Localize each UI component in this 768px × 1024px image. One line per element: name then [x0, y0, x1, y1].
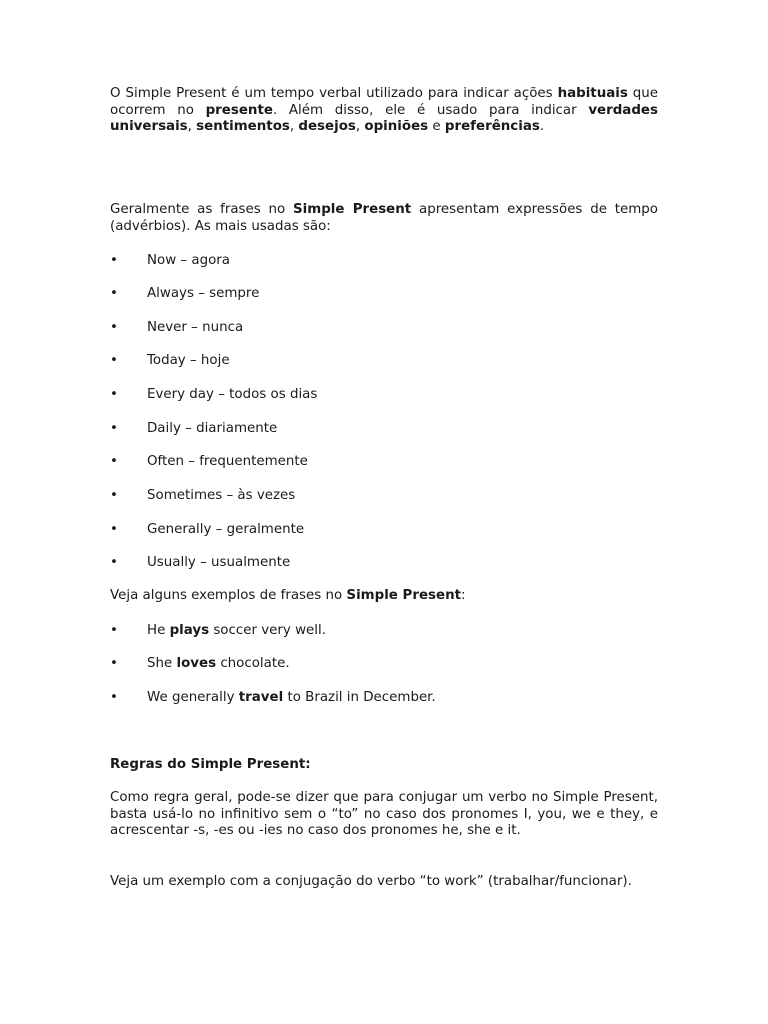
bullet-glyph: •	[110, 353, 118, 368]
example-list-item	[110, 623, 670, 641]
bold-term: preferências	[444, 119, 540, 134]
text-run: Geralmente as frases no	[110, 202, 294, 217]
intro-paragraph	[110, 86, 658, 136]
bold-term: Simple Present	[293, 202, 412, 217]
text-run: apresentam expressões de tempo (advérbios). As mais usadas são:	[110, 202, 658, 234]
rules-heading: Regras do Simple Present:	[110, 757, 311, 772]
bold-verb: travel	[238, 690, 284, 705]
text-run: :	[461, 588, 466, 603]
example-list-item	[110, 690, 670, 708]
text-run: .	[539, 119, 545, 134]
adverb-list-item	[110, 488, 670, 506]
adverb-list-item	[110, 387, 670, 405]
bullet-glyph: •	[110, 690, 118, 705]
example-verb-paragraph: Veja um exemplo com a conjugação do verbo “to work” (trabalhar/funcionar).	[110, 874, 632, 889]
bullet-glyph: •	[110, 623, 118, 638]
adverb-list-item	[110, 286, 670, 304]
text-run: ,	[355, 119, 365, 134]
adverb-text: Generally – geralmente	[147, 522, 305, 537]
bold-term: sentimentos	[196, 119, 290, 134]
adverb-text: Often – frequentemente	[147, 454, 308, 469]
example-list-item	[110, 656, 670, 674]
text-run: e	[428, 119, 445, 134]
bullet-glyph: •	[110, 421, 118, 436]
adverb-text: Today – hoje	[147, 353, 230, 368]
text-run: ,	[289, 119, 299, 134]
text-run: He	[147, 623, 170, 638]
text-run: que ocorrem no	[110, 86, 658, 118]
adverb-text: Daily – diariamente	[147, 421, 278, 436]
bold-term: opiniões	[364, 119, 429, 134]
text-run: . Além disso, ele é usado para indicar	[272, 102, 589, 118]
bullet-glyph: •	[110, 656, 118, 671]
bullet-glyph: •	[110, 454, 118, 469]
adverb-text: Never – nunca	[147, 320, 244, 335]
adverb-text: Usually – usualmente	[147, 555, 291, 570]
adverb-list-item	[110, 320, 670, 338]
bullet-glyph: •	[110, 488, 118, 503]
example-sentence	[147, 690, 436, 707]
bullet-glyph: •	[110, 286, 118, 301]
examples-intro-paragraph	[110, 588, 658, 605]
bold-term: verdades universais	[110, 102, 658, 134]
adverb-text: Always – sempre	[147, 286, 260, 301]
adverb-list-item	[110, 454, 670, 472]
adverb-list-item	[110, 522, 670, 540]
bold-verb: loves	[176, 656, 217, 671]
text-run: to Brazil in December.	[283, 690, 436, 705]
example-sentence	[147, 623, 326, 640]
rules-paragraph: Como regra geral, pode-se dizer que para conjugar um verbo no Simple Present, basta usá-lo no infinitivo sem o “to” no caso dos pronomes I, you, we e they, e acrescentar -s, -es ou -ies no caso dos pronomes he, she e it.	[110, 790, 658, 838]
text-run: Veja alguns exemplos de frases no	[110, 588, 347, 603]
text-run: ,	[187, 119, 197, 134]
bullet-glyph: •	[110, 555, 118, 570]
text-run: chocolate.	[216, 656, 290, 671]
adverb-text: Every day – todos os dias	[147, 387, 318, 402]
bold-term: presente	[205, 102, 273, 118]
bold-term: desejos	[298, 119, 356, 134]
adverb-list-item	[110, 353, 670, 371]
bullet-glyph: •	[110, 320, 118, 335]
adverb-list-item	[110, 555, 670, 573]
bold-term: Simple Present	[346, 588, 462, 603]
bold-verb: plays	[169, 623, 210, 638]
adverb-list-item	[110, 253, 670, 271]
bullet-glyph: •	[110, 253, 118, 268]
text-run: We generally	[147, 690, 239, 705]
adverb-text: Now – agora	[147, 253, 230, 268]
bullet-glyph: •	[110, 387, 118, 402]
bullet-glyph: •	[110, 522, 118, 537]
text-run: soccer very well.	[209, 623, 326, 638]
text-run: She	[147, 656, 177, 671]
example-sentence	[147, 656, 290, 673]
adverb-list-item	[110, 421, 670, 439]
adverb-text: Sometimes – às vezes	[147, 488, 296, 503]
adverbs-intro-paragraph	[110, 202, 658, 235]
text-run: O Simple Present é um tempo verbal utilizado para indicar ações	[110, 86, 558, 101]
bold-term: habituais	[557, 86, 628, 101]
